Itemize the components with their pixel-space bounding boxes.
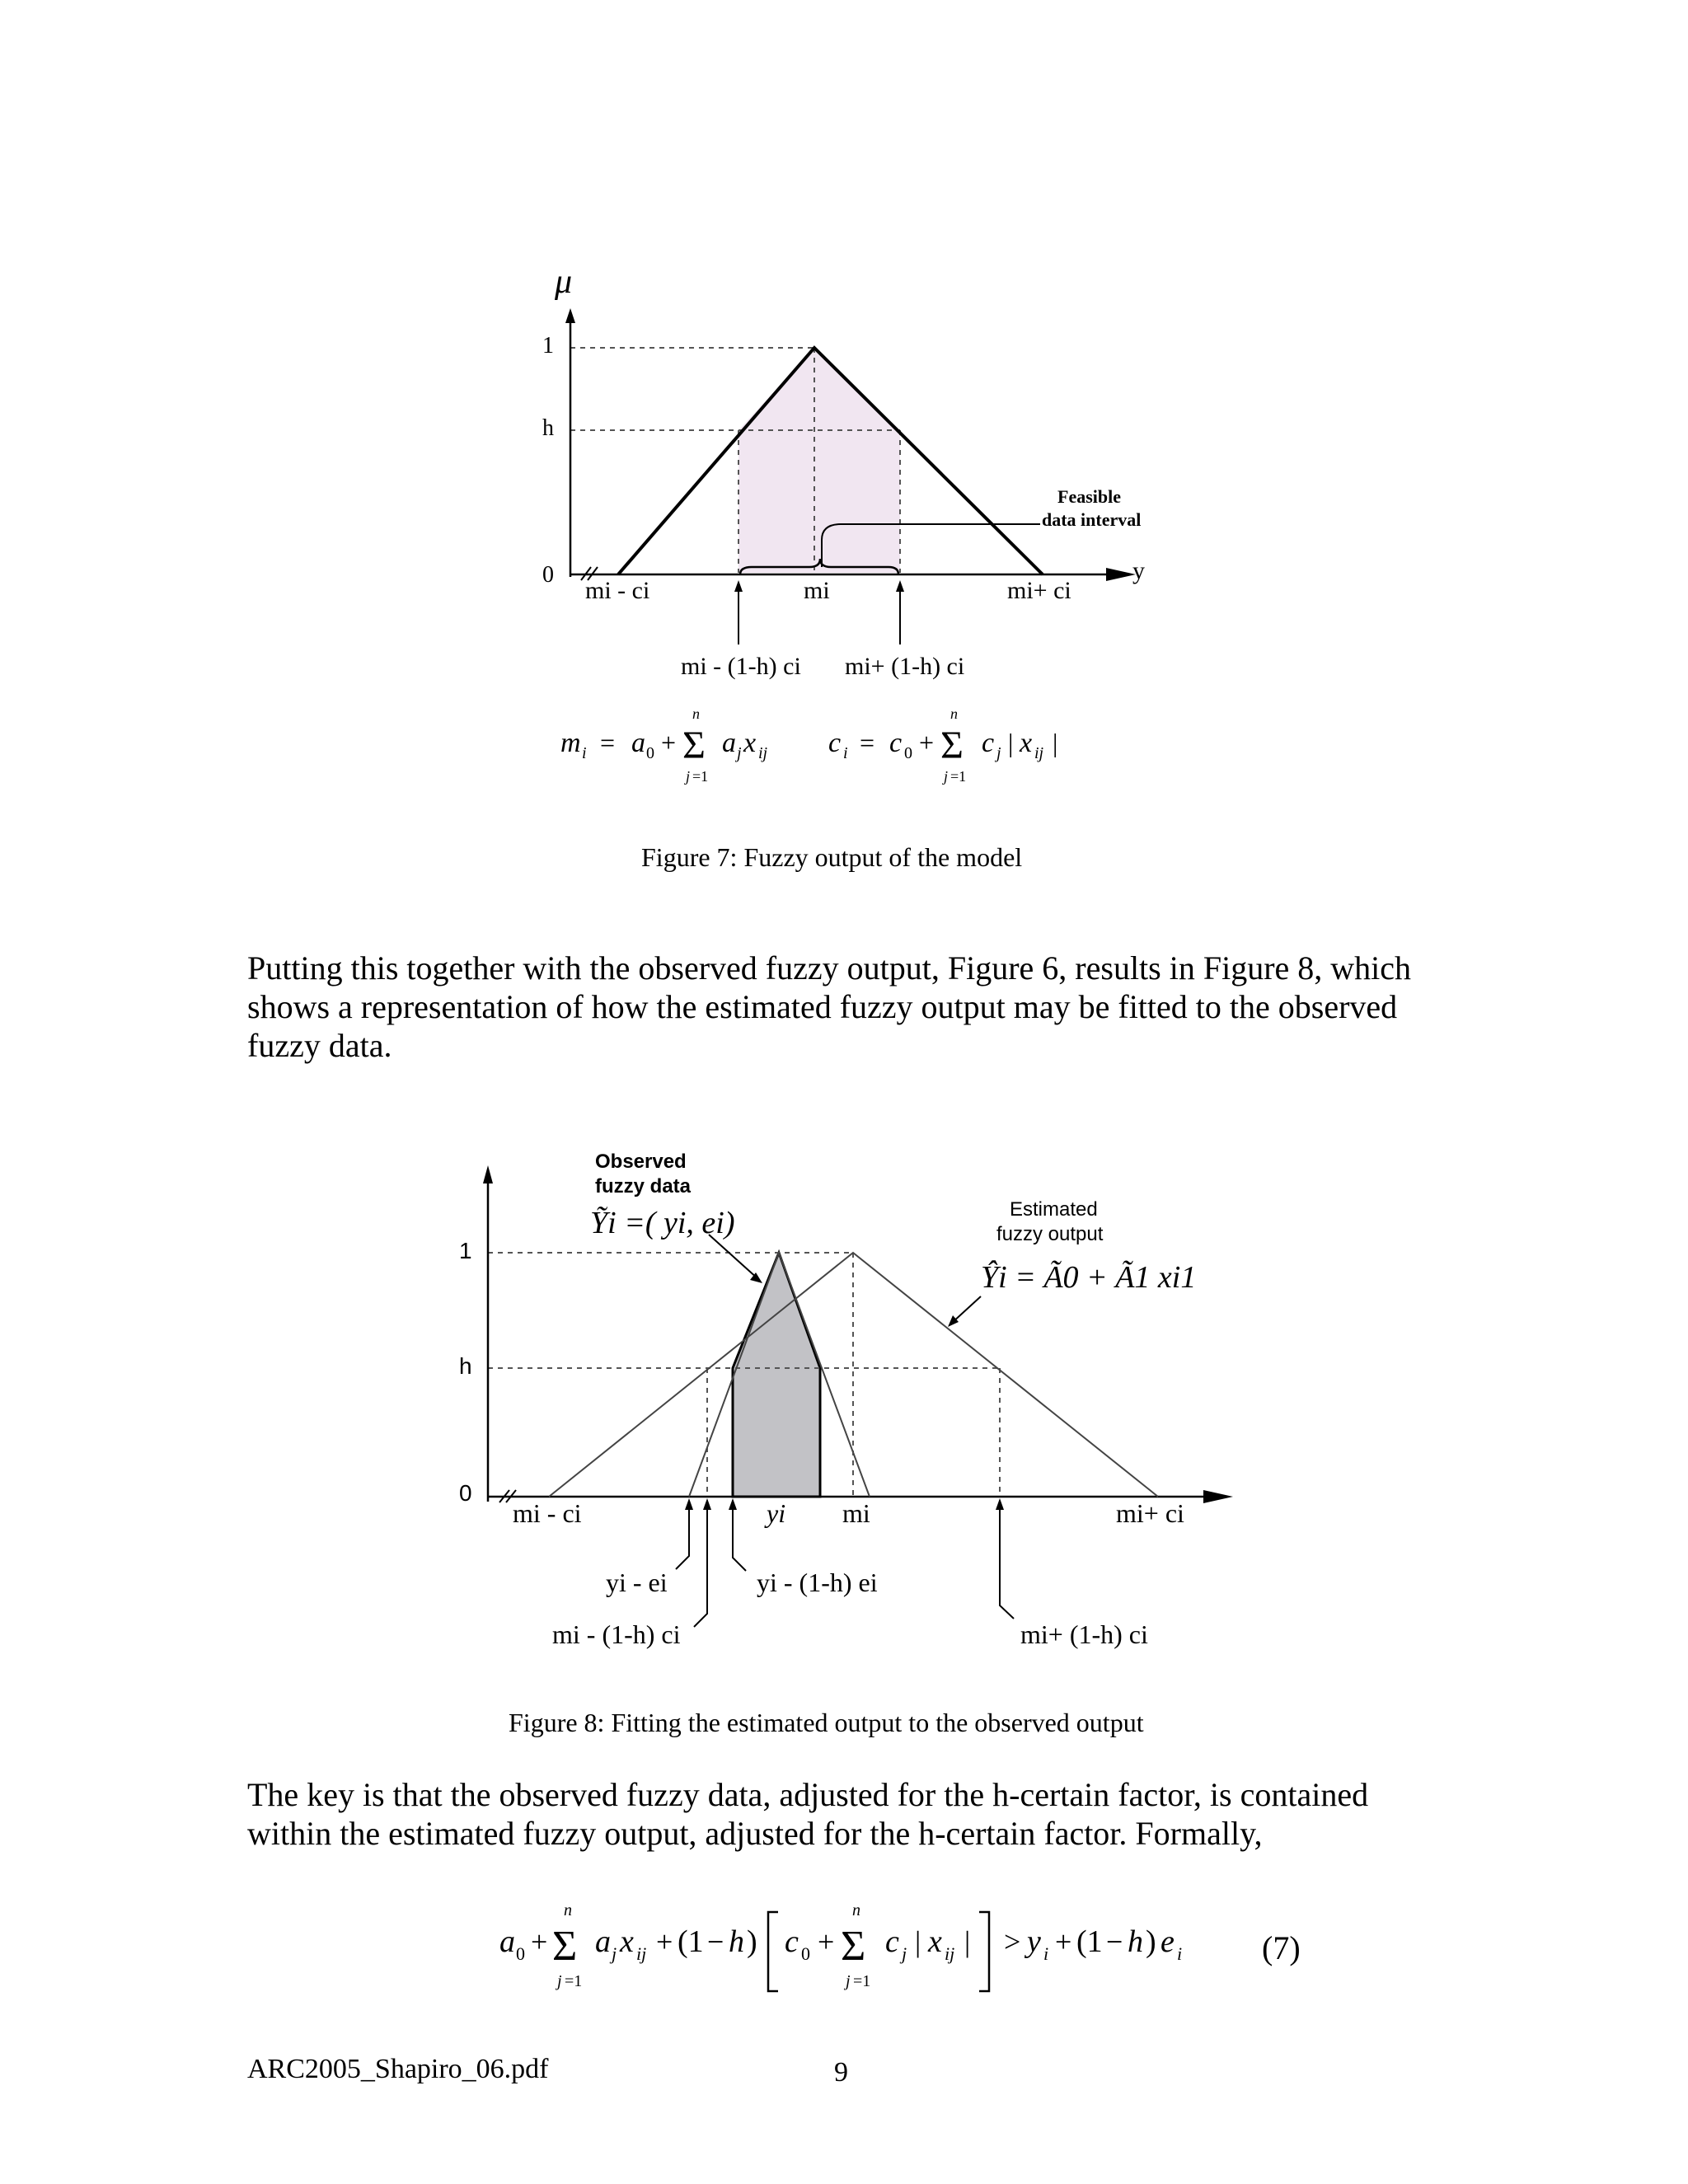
fig8-label-mi-minus-1h-ci: mi - (1-h) ci: [552, 1619, 681, 1649]
page-number: 9: [834, 2057, 848, 2088]
svg-text:=1: =1: [565, 1972, 583, 1990]
svg-text:): ): [747, 1924, 757, 1959]
svg-text:Σ: Σ: [682, 724, 706, 767]
svg-text:(1: (1: [678, 1924, 704, 1959]
svg-text:=1: =1: [950, 768, 967, 785]
label-mi: mi: [804, 577, 830, 604]
svg-text:=1: =1: [692, 768, 709, 785]
fig8-label-yi: yi: [767, 1498, 786, 1528]
svg-text:e: e: [1160, 1924, 1175, 1959]
fig8-tick-h: h: [459, 1353, 472, 1379]
svg-text:c: c: [889, 728, 903, 758]
label-mi-minus-1h-ci: mi - (1-h) ci: [681, 653, 801, 680]
observed-formula: Ỹi =( yi, ei): [590, 1206, 735, 1240]
tick-label-one: 1: [542, 333, 554, 359]
svg-text:ij: ij: [945, 1943, 955, 1964]
svg-text:+: +: [1055, 1925, 1072, 1958]
svg-text:n: n: [564, 1901, 572, 1919]
svg-text:m: m: [560, 728, 581, 758]
annotation-feasible: Feasible: [1057, 486, 1121, 507]
fig8-label-mi: mi: [842, 1498, 870, 1528]
svg-text:c: c: [982, 728, 995, 758]
svg-text:a: a: [595, 1924, 611, 1959]
fig8-tick-zero: 0: [459, 1480, 472, 1506]
svg-text:i: i: [843, 744, 848, 762]
svg-text:x: x: [928, 1924, 942, 1959]
svg-text:=1: =1: [853, 1972, 871, 1990]
svg-text:|: |: [915, 1925, 921, 1958]
svg-text:n: n: [692, 705, 700, 722]
svg-text:x: x: [620, 1924, 634, 1959]
svg-text:j: j: [996, 744, 1001, 762]
svg-text:x: x: [743, 728, 757, 758]
observed-label-line1: Observed: [595, 1151, 687, 1173]
svg-text:ij: ij: [758, 744, 768, 762]
svg-text:x: x: [1020, 728, 1033, 758]
x-axis-label: y: [1132, 557, 1145, 584]
tick-label-zero: 0: [542, 562, 554, 588]
svg-text:Σ: Σ: [841, 1923, 866, 1970]
paragraph-1: Putting this together with the observed fuzzy output, Figure 6, results in Figure 8, which shows a representation of how the estimated fuzzy output may be fitted to the observed fuzzy data.: [247, 949, 1412, 1064]
svg-text:a: a: [499, 1924, 515, 1959]
svg-text:n: n: [950, 705, 958, 722]
svg-text:i: i: [1043, 1943, 1049, 1964]
svg-text:h: h: [1128, 1924, 1143, 1959]
svg-text:−: −: [707, 1925, 724, 1958]
svg-text:0: 0: [516, 1943, 525, 1964]
svg-text:>: >: [1004, 1925, 1021, 1958]
svg-text:j: j: [612, 1943, 617, 1964]
figure-7-caption: Figure 7: Fuzzy output of the model: [641, 842, 1023, 872]
formula-c-i: [828, 701, 1092, 791]
fig8-label-mi-plus-ci: mi+ ci: [1116, 1498, 1184, 1528]
svg-text:j: j: [557, 1972, 562, 1990]
formula-m-i: [560, 701, 824, 791]
svg-text:+: +: [919, 728, 935, 757]
fig8-label-mi-plus-1h-ci: mi+ (1-h) ci: [1020, 1619, 1148, 1649]
annotation-data-interval: data interval: [1042, 509, 1142, 530]
svg-text:j: j: [902, 1943, 907, 1964]
fig8-tick-one: 1: [459, 1238, 472, 1263]
equation-7-number: (7): [1262, 1929, 1301, 1966]
estimated-formula: Ŷi = Ã0 + Ã1 xi1: [981, 1260, 1197, 1295]
svg-text:c: c: [785, 1924, 799, 1959]
svg-text:a: a: [631, 728, 645, 758]
svg-text:=: =: [860, 728, 875, 757]
svg-text:ij: ij: [636, 1943, 647, 1964]
svg-text:c: c: [885, 1924, 899, 1959]
svg-text:j: j: [686, 768, 691, 785]
equation-7: [495, 1887, 1236, 2003]
observed-label-line2: fuzzy data: [595, 1175, 692, 1197]
svg-text:0: 0: [904, 744, 912, 762]
label-mi-plus-1h-ci: mi+ (1-h) ci: [845, 653, 965, 680]
svg-text:j: j: [944, 768, 949, 785]
svg-text:c: c: [828, 728, 842, 758]
h-cut-region: [738, 348, 900, 573]
svg-text:i: i: [582, 744, 587, 762]
svg-text:Σ: Σ: [552, 1923, 578, 1970]
svg-text:n: n: [852, 1901, 860, 1919]
estimated-label-line1: Estimated: [1010, 1198, 1098, 1221]
svg-text:(1: (1: [1076, 1924, 1103, 1959]
paragraph-2: The key is that the observed fuzzy data, adjusted for the h-certain factor, is contained within the estimated fuzzy output, adjusted for the h-certain factor. Formally,: [247, 1776, 1369, 1852]
svg-text:j: j: [737, 744, 742, 762]
fig8-label-yi-minus-1h-ei: yi - (1-h) ei: [757, 1568, 878, 1597]
svg-text:+: +: [661, 728, 677, 757]
svg-text:j: j: [846, 1972, 851, 1990]
label-mi-minus-ci: mi - ci: [585, 577, 650, 604]
tick-label-h: h: [542, 415, 554, 441]
figure-8-caption: Figure 8: Fitting the estimated output to the observed output: [509, 1708, 1144, 1737]
svg-text:−: −: [1106, 1925, 1123, 1958]
svg-text:a: a: [722, 728, 736, 758]
svg-text:Σ: Σ: [940, 724, 964, 767]
svg-text:|: |: [1053, 728, 1058, 757]
svg-text:y: y: [1027, 1924, 1041, 1959]
estimated-label-line2: fuzzy output: [996, 1223, 1104, 1245]
svg-text:0: 0: [801, 1943, 810, 1964]
svg-text:=: =: [600, 728, 616, 757]
mu-axis-label: μ: [555, 263, 573, 301]
fig8-label-mi-minus-ci: mi - ci: [513, 1498, 582, 1528]
footer-filename: ARC2005_Shapiro_06.pdf: [247, 2054, 549, 2084]
svg-text:h: h: [729, 1924, 744, 1959]
svg-text:+: +: [818, 1925, 835, 1958]
svg-text:0: 0: [646, 744, 654, 762]
svg-text:): ): [1146, 1924, 1156, 1959]
svg-text:|: |: [1008, 728, 1014, 757]
fig8-label-yi-minus-ei: yi - ei: [606, 1568, 668, 1597]
svg-text:|: |: [964, 1925, 971, 1958]
svg-text:+: +: [656, 1925, 673, 1958]
svg-text:ij: ij: [1034, 744, 1044, 762]
svg-text:+: +: [531, 1925, 548, 1958]
label-mi-plus-ci: mi+ ci: [1007, 577, 1071, 604]
svg-text:i: i: [1177, 1943, 1183, 1964]
